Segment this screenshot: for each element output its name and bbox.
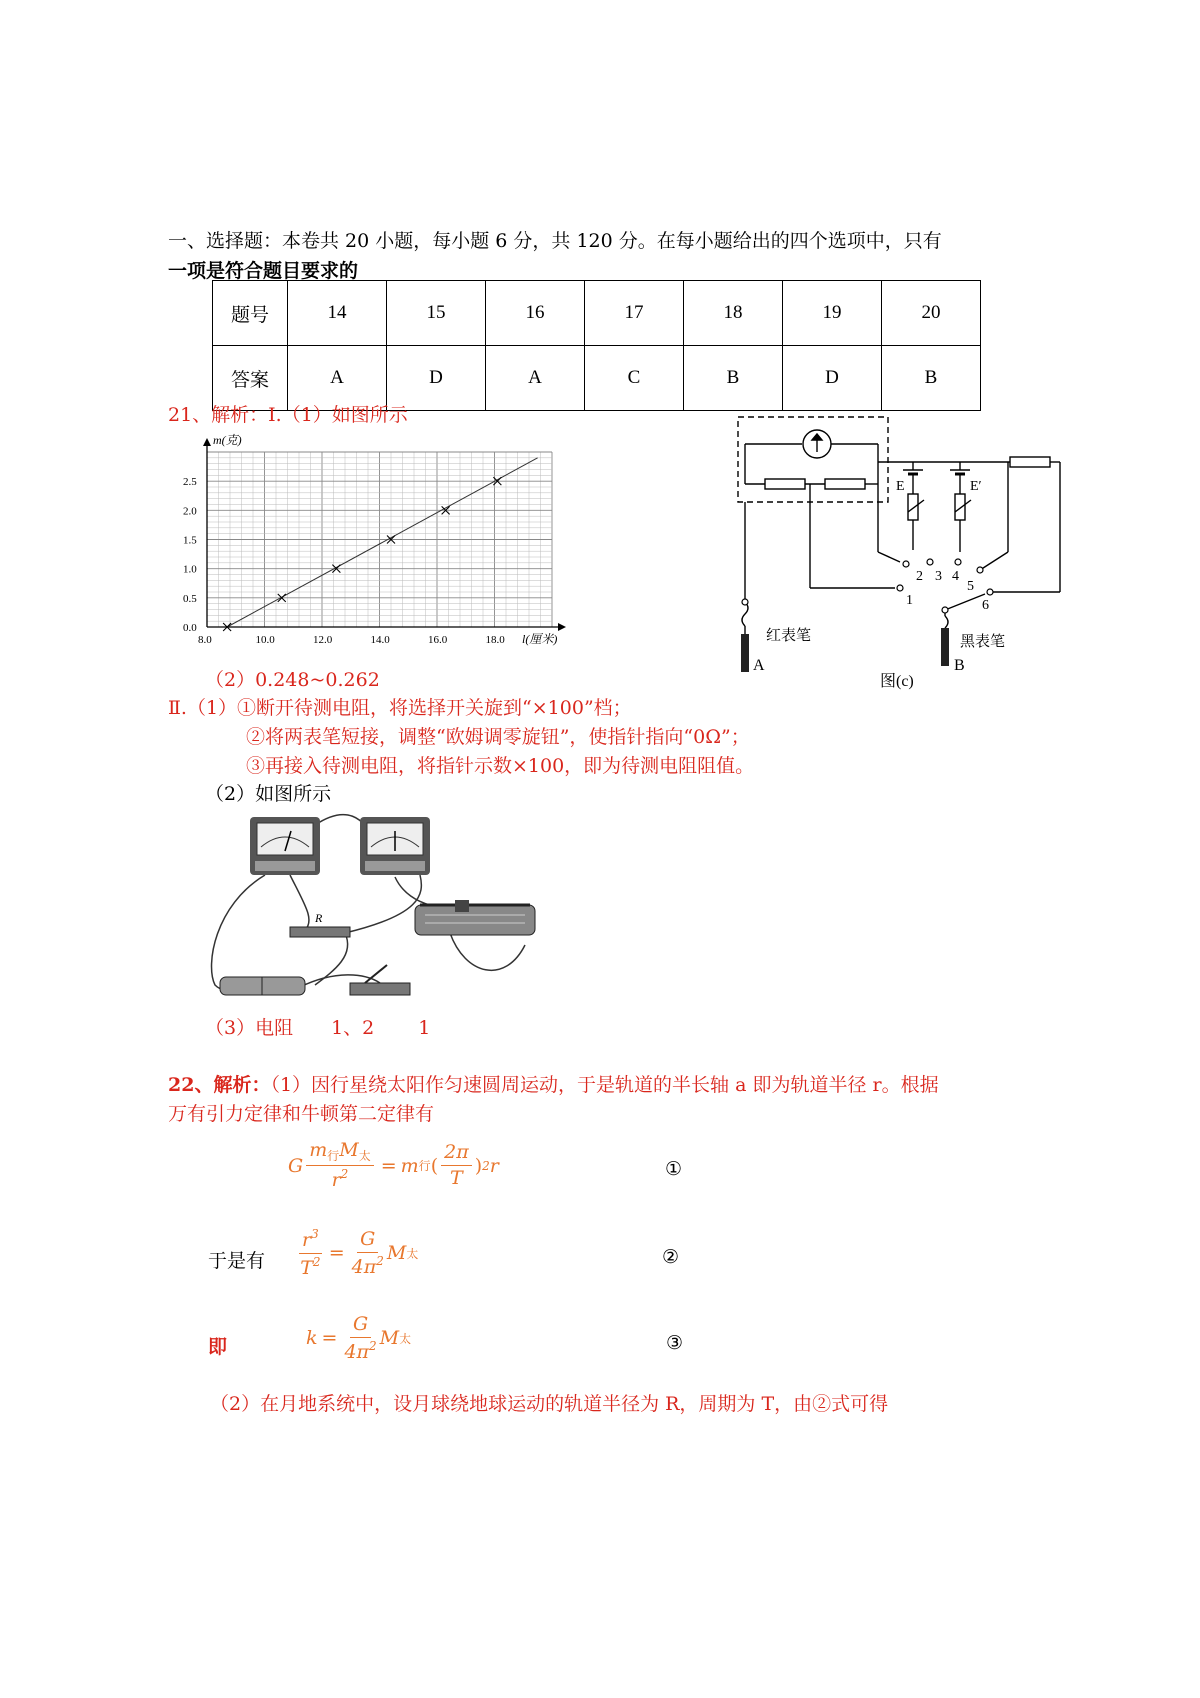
terminal-3: 3 [935,569,942,584]
ammeter [250,817,320,875]
black-probe-icon [941,628,949,666]
table-cell: A [288,346,387,411]
fraction [299,1228,322,1279]
y-axis-label: m(克) [213,433,242,447]
resistor-R [290,911,350,937]
q21-partII-4: （2）如图所示 [205,783,332,805]
q21-partII-1: Ⅱ.（1）①断开待测电阻，将选择开关旋到“×100”档； [168,697,632,719]
eq-symbol: 2π [441,1142,472,1166]
fraction [441,1142,472,1189]
eq-subscript: 太 [406,1246,419,1261]
section1-heading-line2: 一项是符合题目要求的 [168,260,359,282]
figure-c-caption: 图(c) [880,673,914,690]
table-cell: A [486,346,585,411]
battery [220,977,305,995]
q22-title-rest: （1）因行星绕太阳作匀速圆周运动，于是轨道的半长轴 a 即为轨道半径 r。根据 [270,1074,939,1096]
eq-symbol: G [288,1154,304,1177]
eq-symbol: m [400,1154,419,1177]
y-tick-label: 2.5 [183,476,197,489]
eq-superscript: 3 [311,1227,319,1241]
voltmeter [360,817,430,875]
eq3-marker: ③ [666,1332,684,1354]
row-label-number: 题号 [213,281,288,346]
eq-symbol: r [489,1154,499,1177]
q22-title-bold: 22、解析： [168,1074,271,1096]
section1-heading-line1: 一、选择题：本卷共 20 小题，每小题 6 分，共 120 分。在每小题给出的四个选项中，只有 [168,230,942,252]
eq-symbol: T [450,1167,463,1190]
eq-superscript: 2 [482,1158,490,1173]
q21-partII-2: ②将两表笔短接，调整“欧姆调零旋钮”，使指针指向“0Ω”； [246,726,750,748]
eq-sign: = [321,1327,338,1350]
eq-subscript: 太 [358,1149,371,1163]
table-cell: B [684,346,783,411]
table-cell: 16 [486,281,585,346]
table-row [213,281,981,346]
x-tick-label: 16.0 [428,634,448,646]
table-cell: D [783,346,882,411]
y-tick-label: 2.0 [183,505,197,518]
figure-c-circuit [730,412,1090,697]
table-cell: 17 [585,281,684,346]
eq-superscript: 2 [376,1253,384,1268]
mass-length-graph [165,430,595,662]
eq-symbol: G [357,1229,378,1253]
fraction [344,1314,376,1363]
eq-subscript: 行 [418,1159,431,1174]
terminal-5: 5 [967,579,974,594]
black-probe-label: 黑表笔 [960,634,1006,650]
y-tick-label: 1.0 [183,563,197,576]
q22-line2: 万有引力定律和牛顿第二定律有 [168,1103,435,1125]
terminal-2: 2 [916,569,923,584]
eq-symbol: M [339,1139,359,1161]
table-cell: D [387,346,486,411]
table-cell: B [882,346,981,411]
eq-paren: ( [430,1154,439,1177]
x-tick-label: 12.0 [313,634,333,646]
eq1-marker: ① [665,1158,683,1180]
eq2-prefix: 于是有 [208,1250,266,1272]
eq-sign: = [380,1154,397,1177]
eq3-prefix: 即 [208,1336,228,1358]
table-cell: 15 [387,281,486,346]
eq-sign: = [328,1242,345,1265]
eq-subscript: 太 [399,1331,412,1346]
x-tick-label: 8.0 [198,634,212,646]
equation-3 [306,1314,411,1363]
q22-part2: （2）在月地系统中，设月球绕地球运动的轨道半径为 R，周期为 T，由②式可得 [210,1393,889,1415]
y-axis-arrow [203,438,211,446]
table-cell: C [585,346,684,411]
table-cell: 20 [882,281,981,346]
terminal-6: 6 [982,598,989,613]
eq-symbol: T [300,1256,313,1279]
label-E-prime: E′ [970,479,982,494]
eq-symbol: k [306,1327,318,1350]
red-probe-label: 红表笔 [766,628,812,644]
rheostat [415,900,535,935]
table-cell: 18 [684,281,783,346]
terminal-4: 4 [952,569,959,584]
eq-symbol: m [309,1139,328,1161]
label-A: A [753,657,765,674]
graph-marks [223,458,538,631]
y-tick-label: 0.0 [183,622,197,634]
resistor-label: R [315,911,323,925]
row-label-answer: 答案 [213,346,288,411]
x-tick-label: 14.0 [370,634,390,646]
red-probe-icon [741,634,749,672]
fraction [306,1140,374,1191]
eq-paren: ) [474,1154,483,1177]
q21-title: 21、解析：Ⅰ.（1）如图所示 [168,404,408,426]
eq-symbol: r [302,1229,312,1251]
circuit-photo [195,805,555,1005]
x-axis-arrow [558,623,566,631]
eq-superscript: 2 [312,1254,321,1269]
fraction [352,1229,384,1278]
answer-table [212,280,981,411]
table-cell: 19 [783,281,882,346]
x-tick-label: 10.0 [255,634,275,646]
eq-superscript: 2 [340,1167,349,1182]
eq-symbol: 4π [351,1255,377,1278]
label-E: E [896,479,905,494]
eq-symbol: M [379,1327,400,1350]
switch [350,965,410,995]
y-tick-label: 1.5 [183,534,197,547]
eq-symbol: G [350,1314,371,1338]
x-tick-label: 18.0 [485,634,505,646]
q22-title [168,1070,939,1097]
label-B: B [954,657,965,674]
eq-symbol: r [331,1169,341,1192]
terminal-1: 1 [906,593,913,608]
equation-1 [288,1140,499,1191]
eq-symbol: 4π [344,1340,370,1363]
q21-partII-5: （3）电阻 1、2 1 [205,1017,431,1039]
eq-subscript: 行 [327,1149,340,1163]
equation-2 [296,1228,418,1279]
q21-partII-3: ③再接入待测电阻，将指针示数×100，即为待测电阻阻值。 [246,755,755,777]
eq-symbol: M [386,1242,407,1265]
table-cell: 14 [288,281,387,346]
fit-line [227,458,538,627]
eq2-marker: ② [662,1246,680,1268]
x-axis-label: l(厘米) [522,632,558,646]
eq-superscript: 2 [369,1338,377,1353]
q21-part2: （2）0.248~0.262 [205,669,380,691]
graph-axes [203,438,566,631]
y-tick-label: 0.5 [183,592,197,605]
